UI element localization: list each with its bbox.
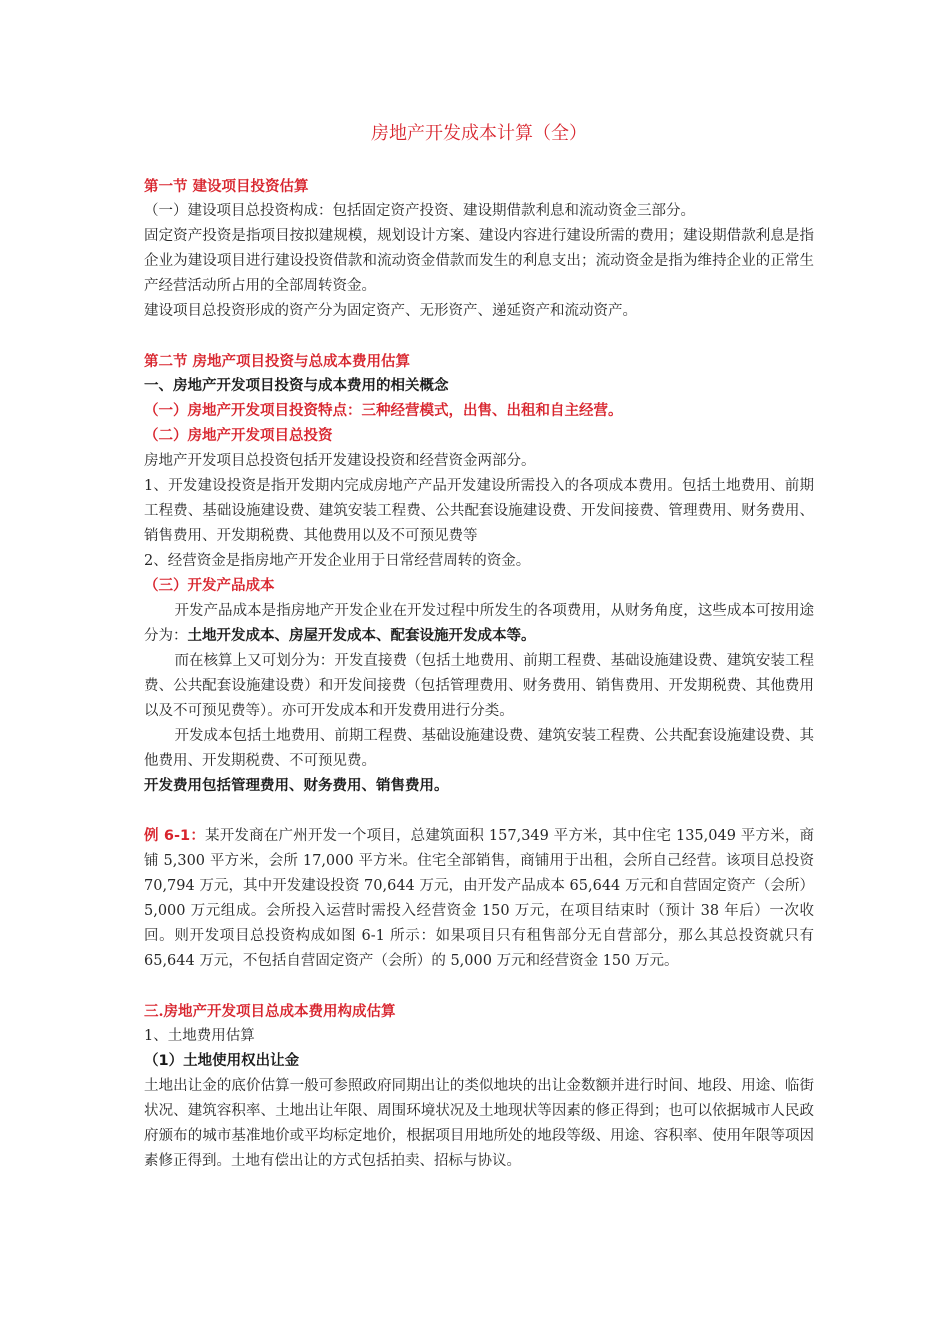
section2-paragraph-4 — [144, 599, 814, 649]
section2-subheading-1-2: （二）房地产开发项目总投资 — [144, 428, 333, 444]
section3-subheading-1-1: （1）土地使用权出让金 — [144, 1053, 300, 1069]
section2-subheading-1-1: （一）房地产开发项目投资特点：三种经营模式，出售、出租和自主经营。 — [144, 403, 623, 419]
section3-subheading-1: 1、土地费用估算 — [144, 1028, 255, 1044]
section2-heading: 第二节 房地产项目投资与总成本费用估算 — [144, 353, 411, 370]
example-text: 某开发商在广州开发一个项目，总建筑面积 157,349 平方米，其中住宅 135,049 平方米，商铺 5,300 平方米，会所 17,000 平方米。住宅全部销售，商铺用于出租，会所自己经营。该项目总投资 70,794 万元，其中开发建设投资 70,644 万元，由开发产品成本 65,644 万元和自营固定资产（会所）5,000 万元组成。会所投入运营时需投入经营资金 150 万元，在项目结束时（预计 38 年后）一次收回。则开发项目总投资构成如图 6-1 所示：如果项目只有租售部分无自营部分，那么其总投资就只有 65,644 万元，不包括自营固定资产（会所）的 5,000 万元和经营资金 150 万元。 — [144, 828, 815, 969]
document-title: 房地产开发成本计算（全） — [371, 123, 587, 144]
example-paragraph — [144, 824, 814, 974]
section2-paragraph-7: 开发费用包括管理费用、财务费用、销售费用。 — [144, 778, 449, 794]
paragraph-4-text: 开发产品成本是指房地产开发企业在开发过程中所发生的各项费用，从财务角度，这些成本可按用途分为： — [144, 603, 814, 644]
section2-subheading-1-3: （三）开发产品成本 — [144, 578, 275, 594]
section1-heading: 第一节 建设项目投资估算 — [144, 178, 309, 195]
paragraph-4-emphasis: 土地开发成本、房屋开发成本、配套设施开发成本等。 — [187, 628, 536, 644]
example-label: 例 6-1： — [144, 828, 206, 844]
section2-paragraph-5: 而在核算上又可划分为：开发直接费（包括土地费用、前期工程费、基础设施建设费、建筑安装工程费、公共配套设施建设费）和开发间接费（包括管理费用、财务费用、销售费用、开发期税费、其他费用以及不可预见费等）。亦可开发成本和开发费用进行分类。 — [144, 653, 814, 719]
section1-paragraph-3: 建设项目总投资形成的资产分为固定资产、无形资产、递延资产和流动资产。 — [144, 303, 637, 319]
section2-paragraph-6: 开发成本包括土地费用、前期工程费、基础设施建设费、建筑安装工程费、公共配套设施建设费、其他费用、开发期税费、不可预见费。 — [144, 728, 814, 769]
section3-paragraph-1: 土地出让金的底价估算一般可参照政府同期出让的类似地块的出让金数额并进行时间、地段、用途、临街状况、建筑容积率、土地出让年限、周围环境状况及土地现状等因素的修正得到；也可以依据城市人民政府颁布的城市基准地价或平均标定地价，根据项目用地所处的地段等级、用途、容积率、使用年限等项因素修正得到。土地有偿出让的方式包括拍卖、招标与协议。 — [144, 1078, 814, 1169]
document-page — [144, 120, 814, 1174]
section2-paragraph-1: 房地产开发项目总投资包括开发建设投资和经营资金两部分。 — [144, 453, 536, 469]
section1-paragraph-1: （一）建设项目总投资构成：包括固定资产投资、建设期借款利息和流动资金三部分。 — [144, 203, 695, 219]
section1-paragraph-2: 固定资产投资是指项目按拟建规模，规划设计方案、建设内容进行建设所需的费用；建设期借款利息是指企业为建设项目进行建设投资借款和流动资金借款而发生的利息支出；流动资金是指为维持企业的正常生产经营活动所占用的全部周转资金。 — [144, 228, 814, 294]
section2-paragraph-2: 1、开发建设投资是指开发期内完成房地产产品开发建设所需投入的各项成本费用。包括土地费用、前期工程费、基础设施建设费、建筑安装工程费、公共配套设施建设费、开发间接费、管理费用、财务费用、销售费用、开发期税费、其他费用以及不可预见费等 — [144, 478, 814, 544]
section2-subheading-1: 一、房地产开发项目投资与成本费用的相关概念 — [144, 378, 449, 394]
spacer — [144, 324, 814, 349]
spacer — [144, 799, 814, 824]
section3-heading: 三.房地产开发项目总成本费用构成估算 — [144, 1003, 396, 1020]
spacer — [144, 974, 814, 999]
section2-paragraph-3: 2、经营资金是指房地产开发企业用于日常经营周转的资金。 — [144, 553, 531, 569]
